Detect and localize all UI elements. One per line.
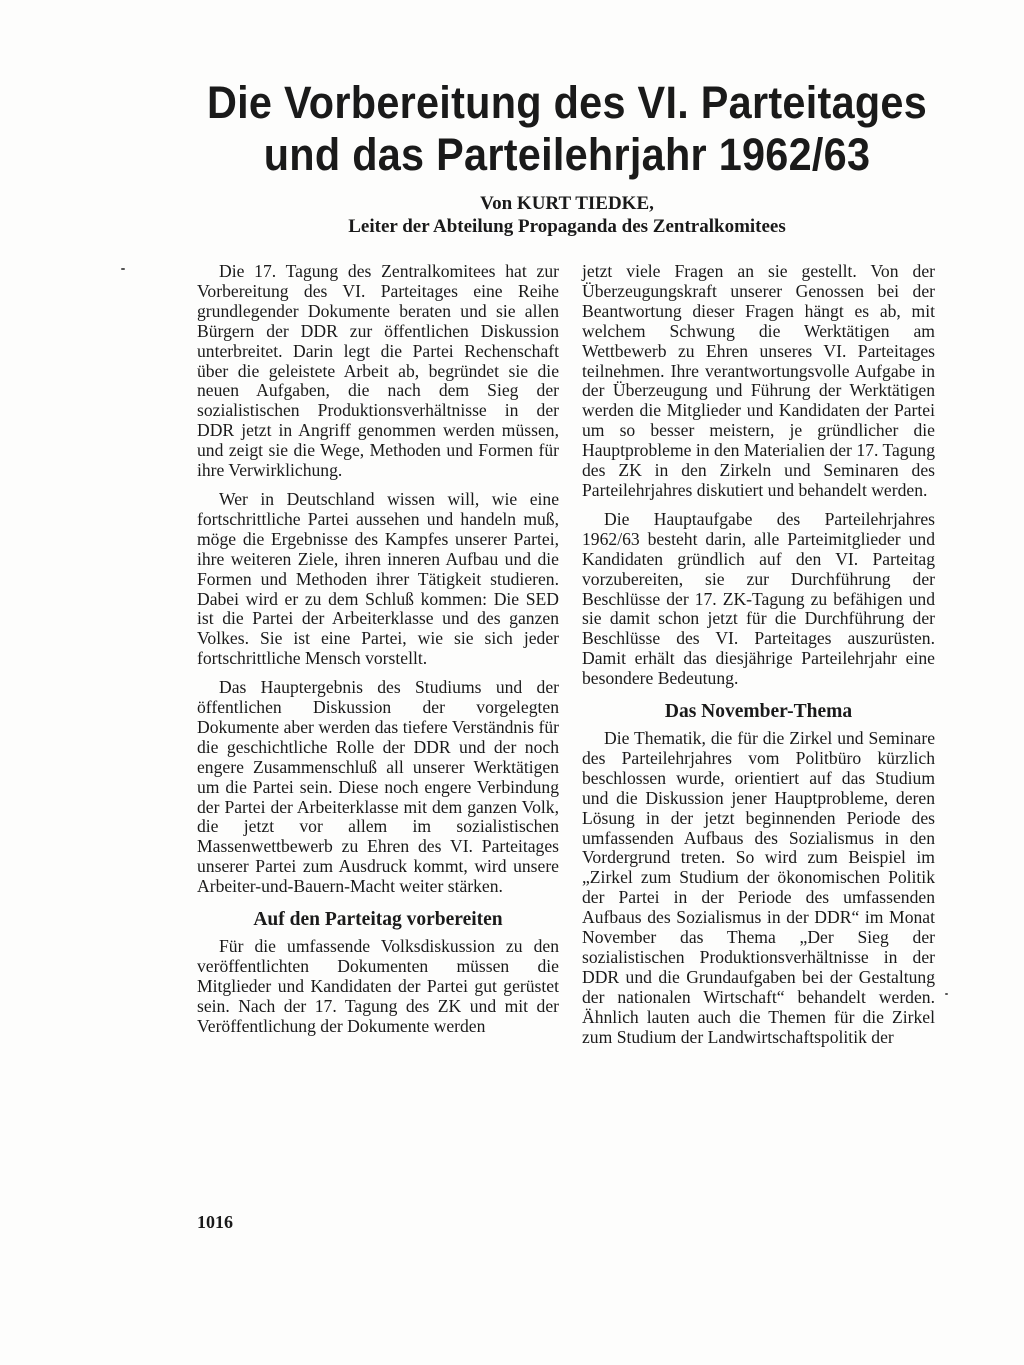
author-position: Leiter der Abteilung Propaganda des Zentralkomitees	[348, 216, 786, 237]
page-number: 1016	[197, 1212, 233, 1232]
right-paragraph-2: Die Hauptaufgabe des Parteilehrjahres 1962/63 besteht darin, alle Parteimitglieder und Kandidaten gründlich auf den VI. Parteitag vorzubereiten, sie zur Durchführung der Beschlüsse der 17. ZK-Tagung zu befähigen und sie damit schon jetzt für die Durchführung der Beschlüsse des VI. Parteitages auszurüsten. Damit erhält das diesjährige Parteilehrjahr eine besondere Bedeutung.	[582, 508, 935, 689]
article-title-line-2: und das Parteilehrjahr 1962/63	[263, 129, 871, 180]
right-paragraph-3: Die Thematik, die für die Zirkel und Seminare des Parteilehrjahres vom Politbüro kürzlich beschlossen wurde, orientiert auf das Studium und die Diskussion jener Hauptprobleme, deren Lösung in der jetzt beginnenden Periode des umfassenden Aufbaus des Sozialismus in den Vordergrund treten. So wird zum Beispiel im „Zirkel zum Studium der ökonomischen Politik der Partei in der Periode des umfassenden Aufbaus des Sozialismus in der DDR“ im Monat November das Thema „Der Sieg der sozialistischen Produktionsverhältnisse in der DDR und die Grundaufgaben bei der Gestaltung der nationalen Wirtschaft“ behandelt werden. Ähnlich lauten auch die Themen für die Zirkel zum Studium der Landwirtschaftspolitik der	[582, 728, 935, 1047]
print-speck	[945, 993, 948, 995]
print-speck	[121, 268, 125, 270]
left-paragraph-2: Wer in Deutschland wissen will, wie eine fortschrittliche Partei aussehen und handeln muß, möge die Ergebnisse des Kampfes unserer Partei, ihre weiteren Ziele, ihren inneren Aufbau und die Formen und Methoden ihrer Tätigkeit studieren. Dabei wird er zu dem Schluß kommen: Die SED ist die Partei der Arbeiterklasse und des ganzen Volkes. Sie ist eine Partei, wie sie sich jeder fortschrittliche Mensch vorstellt.	[197, 488, 559, 669]
right-column	[582, 262, 935, 1057]
section-heading-november: Das November-Thema	[664, 701, 853, 723]
left-paragraph-3: Das Hauptergebnis des Studiums und der öffentlichen Diskussion der vorgelegten Dokumente aber werden das tiefere Verständnis für die geschichtliche Rolle der DDR und der noch engere Zusammenschluß all unserer Werktätigen um die Partei sein. Diese noch engere Verbindung der Partei der Arbeiterklasse mit dem ganzen Volk, die jetzt vor allem im sozialistischen Massenwettbewerb zu Ehren des VI. Parteitages unserer Partei zum Ausdruck kommt, wird unsere Arbeiter-und-Bauern-Macht weiter stärken.	[197, 677, 559, 897]
left-paragraph-4: Für die umfassende Volksdiskussion zu den veröffentlichten Dokumenten müssen die Mitglieder und Kandidaten der Partei gut gerüstet sein. Nach der 17. Tagung des ZK und mit der Veröffentlichung der Dokumente werden	[197, 936, 559, 1036]
right-paragraph-1: jetzt viele Fragen an sie gestellt. Von der Überzeugungskraft unserer Genossen bei der Beantwortung dieser Fragen hängt es ab, mit welchem Schwung die Werktätigen am Wettbewerb zu Ehren unseres VI. Parteitages teilnehmen. Ihre verantwortungsvolle Aufgabe in der Überzeugung und Führung der Werktätigen werden die Mitglieder und Kandidaten der Partei um so besser meistern, je gründlicher die Hauptprobleme in den Materialien der 17. Tagung des ZK in den Zirkeln und Seminaren des Parteilehrjahres diskutiert und behandelt werden.	[582, 261, 935, 500]
left-paragraph-1: Die 17. Tagung des Zentralkomitees hat zur Vorbereitung des VI. Parteitages eine Reihe grundlegender Dokumente beraten und sie allen Bürgern der DDR zur öffentlichen Diskussion unterbreitet. Darin legt die Partei Rechenschaft über die geleistete Arbeit ab, begründet sie die neuen Aufgaben, die nach dem Sieg der sozialistischen Produktionsverhältnisse in der DDR jetzt in Angriff genommen werden müssen, und zeigt sie die Wege, Methoden und Formen für ihre Verwirklichung.	[197, 261, 559, 481]
section-heading-parteitag: Auf den Parteitag vorbereiten	[253, 909, 503, 931]
author-byline: Von KURT TIEDKE,	[480, 193, 654, 214]
article-title-line-1: Die Vorbereitung des VI. Parteitages	[206, 77, 928, 128]
left-column	[197, 262, 559, 1046]
